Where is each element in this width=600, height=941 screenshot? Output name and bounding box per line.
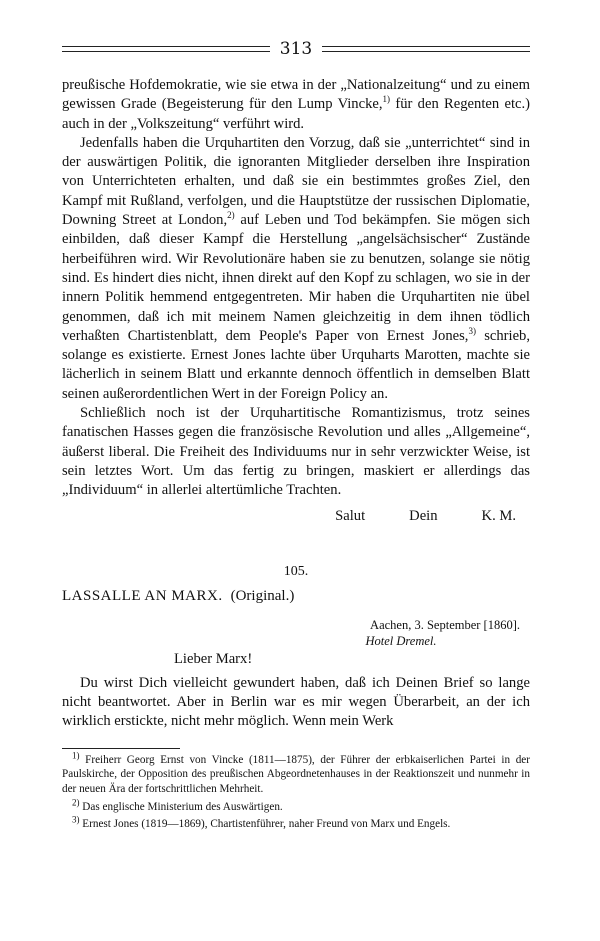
main-text	[62, 76, 530, 501]
footnote-mark-3: 3)	[468, 326, 476, 336]
signoff-salut: Salut	[335, 507, 366, 524]
signoff-dein: Dein	[409, 507, 438, 524]
book-page	[62, 36, 530, 835]
hotel-name: Hotel Dremel.	[365, 633, 437, 648]
page-header	[62, 36, 530, 62]
paragraph-3: Schließlich noch ist der Urquhartitische Romantizismus, trotz seines fanatischen Hasses gegen die französische Revolution und alles „Allgemeine“, äußerst liberal. Die Freiheit des Individuums nur in sehr verzwickter Weise, ist sein letztes Wort. Um das fertig zu bringen, maskiert er allerdings das „Individuum“ in allerlei altertümliche Trachten.	[62, 405, 530, 499]
letter-place-date	[62, 617, 530, 649]
footnote-1: $^{1)}$ Freiherr Georg Ernst von Vincke (1811—1875), der Führer der erbkaiserlichen Partei in der Paulskirche, der Opposition des preußischen Abgeordnetenhauses in der Reaktionszeit und nunmehr in der neuen Ära der fortschrittlichen Mehrheit.	[62, 749, 530, 795]
paragraph-2: Jedenfalls haben die Urquhartiten den Vorzug, daß sie „unterrichtet“ sind in der auswärtigen Politik, die ignoranten Mitglieder derselben ihre Inspiration von Unterrichteten erhalten, und daß sie ein bestimmtes großes Ziel, den Kampf mit Rußland, verfolgen, und die Hauptstütze der russischen Diplomatie, Downing Street at London,$^{2)}$ auf Leben und Tod bekämpfen. Sie mögen sich einbilden, daß dieser Kampf die Herstellung „angelsächsischer“ Zustände herbeiführen wird. Wir Revolutionäre haben sie zu benutzen, solange sie nötig sind. Es hindert dies nicht, ihnen direkt auf den Kopf zu schlagen, wo sie in der innern Politik hemmend entgegentreten. Mir haben die Urquhartiten nie übel genommen, daß ich mit meinem Namen gleichzeitig in dem ihnen tödlich verhaßten Chartistenblatt, dem People's Paper von Ernest Jones,$^{3)}$ schrieb, solange es existierte. Ernest Jones lachte über Urquharts Marotten, machte sie lächerlich in seinem Blatt und erkannte dennoch öffentlich in demselben Blatt seinen außerordentlichen Wert in der Foreign Policy an.	[62, 134, 530, 402]
footnote-mark-2: 2)	[227, 210, 235, 221]
header-rule-left	[62, 46, 270, 52]
footnote-mark-1: 1)	[382, 94, 391, 105]
footnotes	[62, 749, 530, 832]
page-number: 313	[279, 38, 313, 59]
footnote-2: $^{2)}$ Das englische Ministerium des Auswärtigen.	[72, 796, 283, 813]
letter-title: LASSALLE AN MARX.	[62, 587, 223, 604]
header-rule-right	[322, 46, 530, 52]
letter-number: 105.	[283, 563, 309, 579]
letter-body: Du wirst Dich vielleicht gewundert haben, daß ich Deinen Brief so lange nicht beantwortet. Aber in Berlin war es mir wegen Überarbeit, an der ich wirklich erstickte, nicht mehr möglich. Wenn mein Werk	[62, 674, 530, 730]
place-date: Aachen, 3. September [1860].	[370, 617, 520, 632]
letter-original-note: (Original.)	[230, 587, 295, 604]
letter-heading	[62, 588, 530, 605]
paragraph-1: preußische Hofdemokratie, wie sie etwa in der „Nationalzeitung“ und zu einem gewissen Grade (Begeisterung für den Lump Vincke,$^{1)}$ für den Regenten etc.) auch in der „Volkszeitung“ verführt wird.	[62, 77, 530, 132]
signoff-initials: K. M.	[481, 507, 516, 524]
footnote-rule	[62, 748, 180, 749]
letter-salutation: Lieber Marx!	[174, 650, 253, 667]
signoff	[62, 499, 530, 526]
footnote-3: $^{3)}$ Ernest Jones (1819—1869), Chartistenführer, naher Freund von Marx und Engels.	[72, 814, 451, 831]
